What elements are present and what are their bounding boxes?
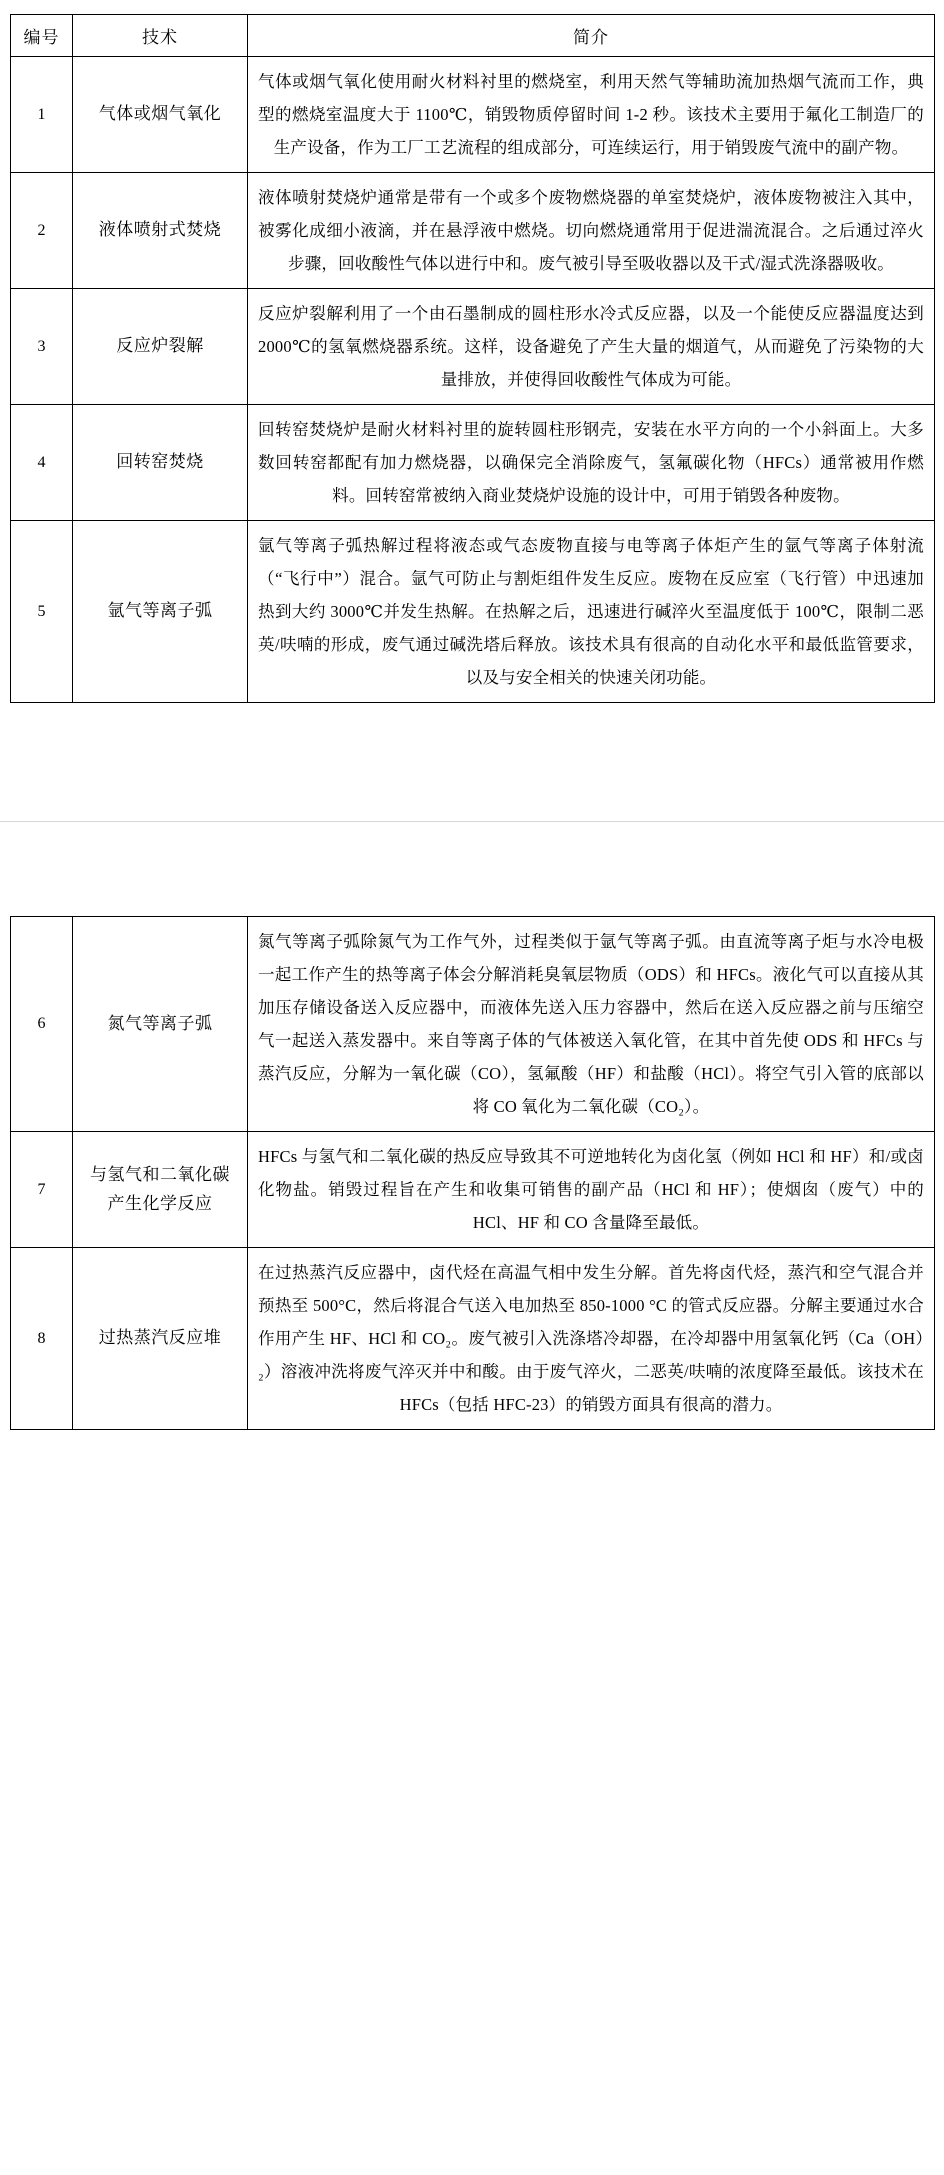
table-header [11, 15, 935, 57]
column-header-tech: 技术 [73, 15, 248, 57]
cell-desc: 反应炉裂解利用了一个由石墨制成的圆柱形水冷式反应器，以及一个能使反应器温度达到 2000℃的氢氧燃烧器系统。这样，设备避免了产生大量的烟道气，从而避免了污染物的大量排放，并使得回收酸性气体成为可能。 [248, 289, 935, 405]
table-row [11, 521, 935, 703]
cell-no: 2 [11, 173, 73, 289]
table-row [11, 173, 935, 289]
cell-desc: 氮气等离子弧除氮气为工作气外，过程类似于氩气等离子弧。由直流等离子炬与水冷电极一起工作产生的热等离子体会分解消耗臭氧层物质（ODS）和 HFCs。液化气可以直接从其加压存储设备送入反应器中，而液体先送入压力容器中，然后在送入反应器之前与压缩空气一起送入蒸发器中。来自等离子体的气体被送入氧化管，在其中首先使 ODS 和 HFCs 与蒸汽反应，分解为一氧化碳（CO），氢氟酸（HF）和盐酸（HCl）。将空气引入管的底部以将 CO 氧化为二氧化碳（CO₂）。 [248, 917, 935, 1132]
page-top-space [0, 822, 944, 916]
table-row [11, 405, 935, 521]
table-row [11, 917, 935, 1132]
cell-desc: HFCs 与氢气和二氧化碳的热反应导致其不可逆地转化为卤化氢（例如 HCl 和 HF）和/或卤化物盐。销毁过程旨在产生和收集可销售的副产品（HCl 和 HF）；使烟囱（废气）中的 HCl、HF 和 CO 含量降至最低。 [248, 1132, 935, 1248]
cell-tech: 反应炉裂解 [73, 289, 248, 405]
cell-desc: 液体喷射焚烧炉通常是带有一个或多个废物燃烧器的单室焚烧炉，液体废物被注入其中，被雾化成细小液滴，并在悬浮液中燃烧。切向燃烧通常用于促进湍流混合。之后通过淬火步骤，回收酸性气体以进行中和。废气被引导至吸收器以及干式/湿式洗涤器吸收。 [248, 173, 935, 289]
cell-no: 4 [11, 405, 73, 521]
table-row [11, 1248, 935, 1430]
table-body-page-2 [11, 917, 935, 1430]
technology-table-part-1 [10, 14, 935, 703]
cell-no: 6 [11, 917, 73, 1132]
table-section-page-2 [0, 916, 944, 1430]
table-section-page-1 [0, 0, 944, 703]
column-header-desc: 简介 [248, 15, 935, 57]
cell-tech: 过热蒸汽反应堆 [73, 1248, 248, 1430]
table-row [11, 289, 935, 405]
cell-desc: 气体或烟气氧化使用耐火材料衬里的燃烧室，利用天然气等辅助流加热烟气流而工作，典型的燃烧室温度大于 1100℃，销毁物质停留时间 1-2 秒。该技术主要用于氟化工制造厂的生产设备，作为工厂工艺流程的组成部分，可连续运行，用于销毁废气流中的副产物。 [248, 57, 935, 173]
cell-no: 1 [11, 57, 73, 173]
table-header-row [11, 15, 935, 57]
cell-no: 8 [11, 1248, 73, 1430]
cell-tech: 液体喷射式焚烧 [73, 173, 248, 289]
cell-desc: 氩气等离子弧热解过程将液态或气态废物直接与电等离子体炬产生的氩气等离子体射流（“飞行中”）混合。氩气可防止与割炬组件发生反应。废物在反应室（飞行管）中迅速加热到大约 3000℃并发生热解。在热解之后，迅速进行碱淬火至温度低于 100℃，限制二恶英/呋喃的形成，废气通过碱洗塔后释放。该技术具有很高的自动化水平和最低监管要求，以及与安全相关的快速关闭功能。 [248, 521, 935, 703]
cell-tech: 与氢气和二氧化碳产生化学反应 [73, 1132, 248, 1248]
table-body-page-1 [11, 57, 935, 703]
cell-tech: 氮气等离子弧 [73, 917, 248, 1132]
cell-desc: 回转窑焚烧炉是耐火材料衬里的旋转圆柱形钢壳，安装在水平方向的一个小斜面上。大多数回转窑都配有加力燃烧器，以确保完全消除废气，氢氟碳化物（HFCs）通常被用作燃料。回转窑常被纳入商业焚烧炉设施的设计中，可用于销毁各种废物。 [248, 405, 935, 521]
cell-no: 3 [11, 289, 73, 405]
cell-no: 7 [11, 1132, 73, 1248]
table-row [11, 57, 935, 173]
column-header-no: 编号 [11, 15, 73, 57]
cell-tech: 回转窑焚烧 [73, 405, 248, 521]
cell-no: 5 [11, 521, 73, 703]
cell-desc: 在过热蒸汽反应器中，卤代烃在高温气相中发生分解。首先将卤代烃，蒸汽和空气混合并预热至 500°C，然后将混合气送入电加热至 850-1000 °C 的管式反应器。分解主要通过水合作用产生 HF、HCl 和 CO₂。废气被引入洗涤塔冷却器，在冷却器中用氢氧化钙（Ca（OH）₂）溶液冲洗将废气淬灭并中和酸。由于废气淬火，二恶英/呋喃的浓度降至最低。该技术在 HFCs（包括 HFC-23）的销毁方面具有很高的潜力。 [248, 1248, 935, 1430]
cell-tech: 氩气等离子弧 [73, 521, 248, 703]
table-row [11, 1132, 935, 1248]
technology-table-part-2 [10, 916, 935, 1430]
page-bottom-space [0, 703, 944, 821]
cell-tech: 气体或烟气氧化 [73, 57, 248, 173]
